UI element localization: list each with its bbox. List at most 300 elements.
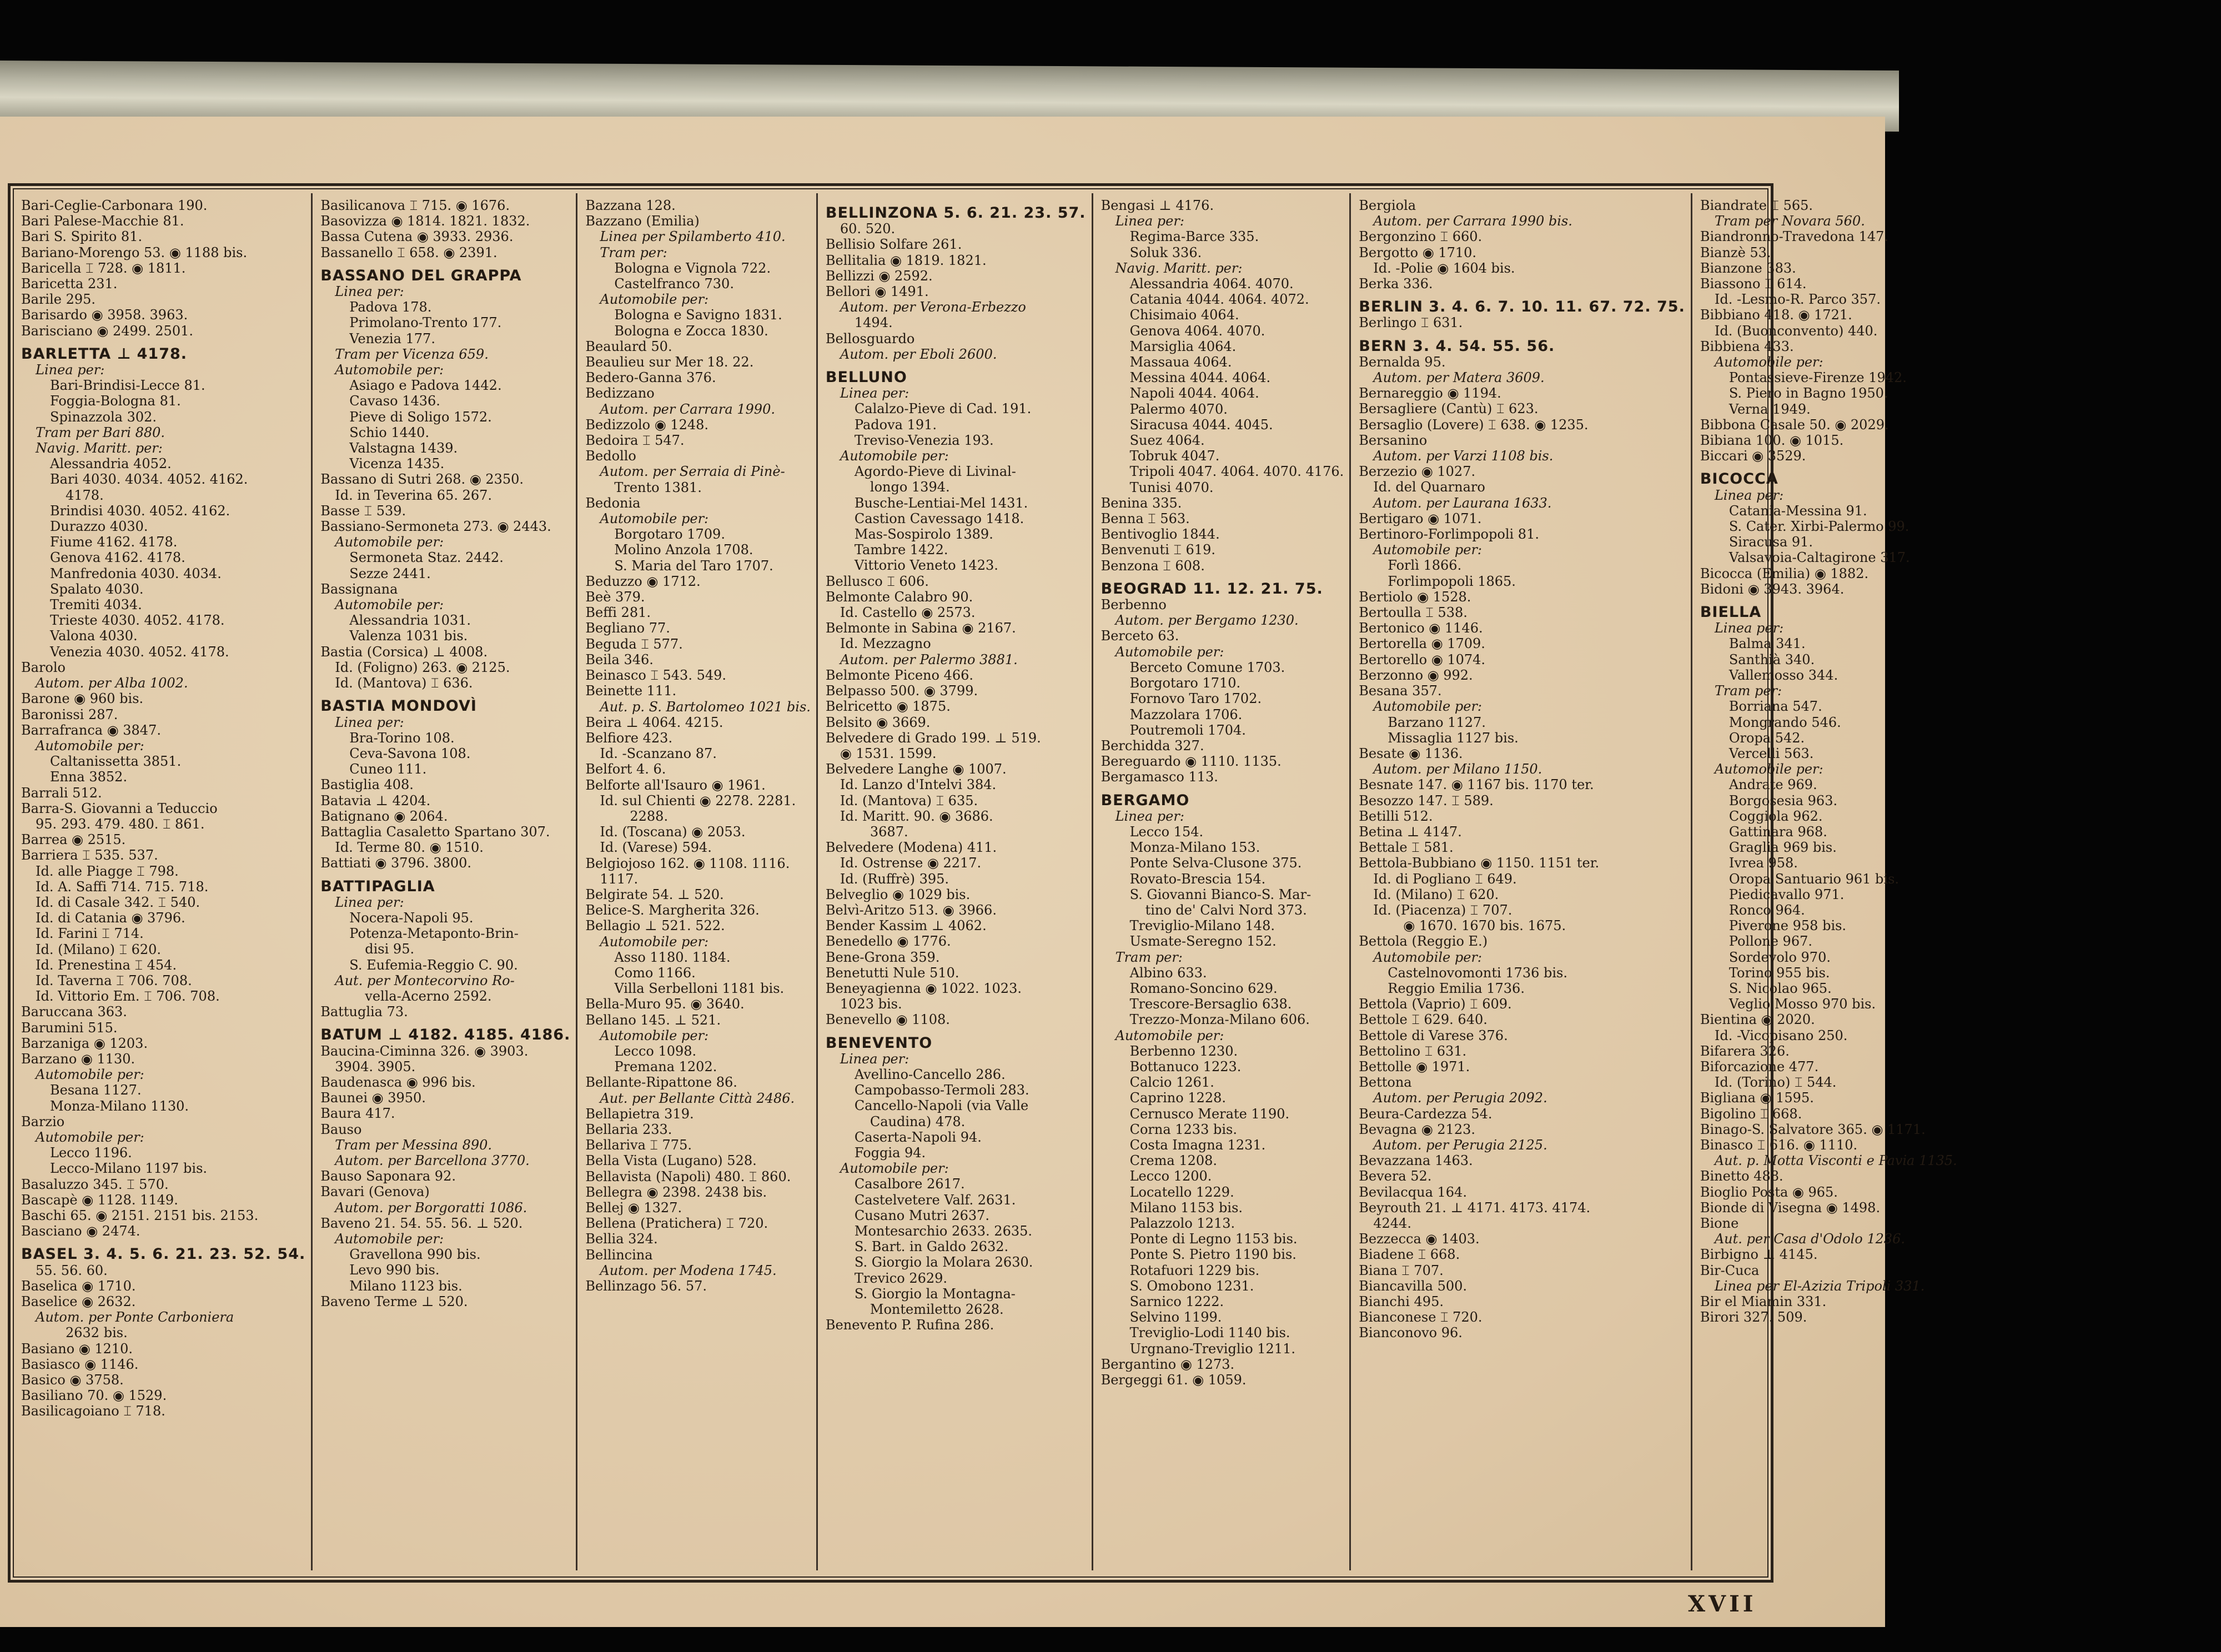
index-entry: Barone ◉ 960 bis. bbox=[21, 691, 144, 707]
index-entry: Beinette 111. bbox=[585, 683, 677, 699]
index-entry: Linea per: bbox=[1714, 620, 1784, 636]
index-entry: Barolo bbox=[21, 659, 66, 675]
index-entry: Linea per: bbox=[840, 385, 909, 401]
index-entry: Bernalda 95. bbox=[1359, 354, 1446, 370]
index-entry: Andrate 969. bbox=[1728, 777, 1817, 793]
index-entry: Bentivoglio 1844. bbox=[1101, 526, 1220, 543]
index-entry: Durazzo 4030. bbox=[50, 519, 148, 535]
index-entry: Bicocca (Emilia) ◉ 1882. bbox=[1700, 565, 1869, 581]
index-entry: Bari-Ceglie-Carbonara 190. bbox=[21, 198, 208, 213]
index-entry: Bioglio Posta ◉ 965. bbox=[1700, 1184, 1838, 1200]
index-entry: Id. (Toscana) ◉ 2053. bbox=[600, 824, 746, 840]
index-entry: Borgosesia 963. bbox=[1728, 792, 1838, 809]
index-entry: Tram per Novara 560. bbox=[1714, 213, 1865, 229]
index-entry: S. Nicolao 965. bbox=[1728, 980, 1832, 996]
index-entry: Castelfranco 730. bbox=[614, 276, 734, 292]
index-entry: Milano 1153 bis. bbox=[1129, 1199, 1243, 1216]
index-entry: Bellitalia ◉ 1819. 1821. bbox=[825, 252, 987, 268]
index-entry: Padova 191. bbox=[854, 416, 937, 433]
index-entry: Benevello ◉ 1108. bbox=[825, 1012, 950, 1028]
index-entry: Milano 1123 bis. bbox=[349, 1278, 463, 1294]
index-entry: Linea per: bbox=[840, 1051, 909, 1067]
index-entry: Aut. per Casa d'Odolo 1236. bbox=[1714, 1231, 1906, 1247]
index-entry: Valona 4030. bbox=[50, 628, 138, 644]
index-entry: Bertoulla ⌶ 538. bbox=[1359, 605, 1468, 621]
index-entry: Rotafuori 1229 bis. bbox=[1129, 1262, 1260, 1278]
index-entry: Besana 1127. bbox=[50, 1082, 142, 1098]
index-column-2 bbox=[313, 193, 577, 1570]
index-entry: Basilicagoiano ⌶ 718. bbox=[21, 1403, 165, 1419]
index-entry: Treviso-Venezia 193. bbox=[854, 432, 994, 448]
index-entry: Ivrea 958. bbox=[1728, 855, 1798, 871]
index-entry: Id. Ostrense ◉ 2217. bbox=[840, 855, 982, 871]
index-entry: Bibbiena 433. bbox=[1700, 338, 1794, 354]
index-entry: Beduzzo ◉ 1712. bbox=[585, 573, 701, 589]
section-heading: BELLINZONA 5. 6. 21. 23. 57. bbox=[825, 204, 1086, 222]
index-entry: Bassa Cutena ◉ 3933. 2936. bbox=[320, 229, 514, 245]
index-entry: Bassano di Sutri 268. ◉ 2350. bbox=[320, 471, 524, 488]
section-heading: BIELLA bbox=[1700, 604, 1762, 621]
index-entry: Id. (Foligno) 263. ◉ 2125. bbox=[335, 659, 510, 675]
index-entry: Brindisi 4030. 4052. 4162. bbox=[50, 503, 230, 519]
index-entry: Bottanuco 1223. bbox=[1129, 1058, 1242, 1074]
index-entry: Bifarera 326. bbox=[1700, 1043, 1790, 1059]
index-entry: S. Omobono 1231. bbox=[1129, 1278, 1254, 1294]
index-entry: Treviglio-Lodi 1140 bis. bbox=[1129, 1325, 1290, 1341]
index-entry: Autom. per Verona-Erbezzo bbox=[840, 299, 1026, 315]
index-entry: Bettale ⌶ 581. bbox=[1359, 840, 1454, 856]
index-entry: Bettola (Vaprio) ⌶ 609. bbox=[1359, 996, 1512, 1012]
index-entry: Caudina) 478. bbox=[870, 1113, 966, 1129]
index-entry: Belforte all'Isauro ◉ 1961. bbox=[585, 777, 766, 793]
index-entry: Id. (Milano) ⌶ 620. bbox=[1373, 886, 1499, 902]
index-entry: Linea per: bbox=[1714, 487, 1784, 503]
index-entry: Basciano ◉ 2474. bbox=[21, 1223, 140, 1239]
index-entry: Ponte S. Pietro 1190 bis. bbox=[1129, 1247, 1297, 1263]
index-entry: Bassiano-Sermoneta 273. ◉ 2443. bbox=[320, 519, 551, 535]
index-entry: Bellariva ⌶ 775. bbox=[585, 1137, 692, 1153]
index-entry: Bedizzano bbox=[585, 385, 655, 401]
index-entry: Id. Lanzo d'Intelvi 384. bbox=[840, 777, 997, 793]
section-heading: BASSANO DEL GRAPPA bbox=[320, 267, 522, 284]
index-entry: Alessandria 4052. bbox=[50, 456, 172, 472]
index-entry: Autom. per Laurana 1633. bbox=[1373, 495, 1552, 511]
index-entry: Linea per Spilamberto 410. bbox=[600, 229, 786, 245]
index-entry: Mongrando 546. bbox=[1728, 714, 1841, 730]
index-entry: Siracusa 91. bbox=[1728, 534, 1813, 550]
index-entry: Borgotaro 1710. bbox=[1129, 675, 1241, 691]
index-entry: Bassignana bbox=[320, 581, 398, 597]
index-entry: Costa Imagna 1231. bbox=[1129, 1137, 1266, 1153]
index-entry: Sordevolo 970. bbox=[1728, 949, 1831, 965]
index-entry: Autom. per Carrara 1990 bis. bbox=[1373, 213, 1572, 229]
index-entry: Id. Taverna ⌶ 706. 708. bbox=[36, 972, 192, 988]
index-entry: Autom. per Carrara 1990. bbox=[600, 401, 775, 417]
index-entry: Mas-Sospirolo 1389. bbox=[854, 526, 993, 543]
index-entry: Spalato 4030. bbox=[50, 581, 144, 597]
index-entry: Premana 1202. bbox=[614, 1059, 717, 1075]
index-entry: Bengasi ⊥ 4176. bbox=[1101, 198, 1214, 213]
index-entry: Belice-S. Margherita 326. bbox=[585, 902, 760, 918]
index-entry: Biforcazione 477. bbox=[1700, 1058, 1819, 1074]
index-entry: S. Piero in Bagno 1950. bbox=[1728, 385, 1888, 401]
index-entry: S. Giorgio la Montagna- bbox=[854, 1286, 1016, 1302]
index-entry: Bari S. Spirito 81. bbox=[21, 229, 143, 245]
index-entry: Automobile per: bbox=[1373, 542, 1483, 558]
index-entry: Automobile per: bbox=[36, 1067, 144, 1083]
index-entry: Bologna e Vignola 722. bbox=[614, 260, 771, 276]
index-entry: Id. (Varese) 594. bbox=[600, 840, 712, 856]
index-entry: Automobile per: bbox=[840, 1161, 949, 1177]
index-entry: Vallemosso 344. bbox=[1728, 667, 1838, 683]
index-entry: Battiati ◉ 3796. 3800. bbox=[320, 855, 472, 871]
index-entry: Baricetta 231. bbox=[21, 276, 118, 292]
index-entry: Benevento P. Rufina 286. bbox=[825, 1317, 994, 1333]
index-entry: Autom. per Modena 1745. bbox=[600, 1262, 777, 1278]
index-entry: 4178. bbox=[66, 487, 104, 503]
index-entry: Monza-Milano 153. bbox=[1129, 840, 1260, 856]
index-entry: Palermo 4070. bbox=[1129, 401, 1228, 417]
index-entry: Chisimaio 4064. bbox=[1129, 307, 1239, 323]
index-entry: Valsavoia-Caltagirone 317. bbox=[1728, 550, 1910, 566]
index-entry: Trezzo-Monza-Milano 606. bbox=[1129, 1012, 1310, 1028]
section-heading: BASTIA MONDOVÌ bbox=[320, 697, 477, 715]
index-entry: Bertonico ◉ 1146. bbox=[1359, 620, 1483, 636]
index-entry: longo 1394. bbox=[870, 479, 950, 495]
index-entry: Id. sul Chienti ◉ 2278. 2281. bbox=[600, 792, 796, 809]
index-entry: Baselice ◉ 2632. bbox=[21, 1294, 136, 1310]
index-entry: Missaglia 1127 bis. bbox=[1388, 730, 1519, 746]
index-entry: Bellinzago 56. 57. bbox=[585, 1278, 707, 1294]
index-entry: Bereguardo ◉ 1110. 1135. bbox=[1101, 754, 1282, 770]
index-entry: Id. (Milano) ⌶ 620. bbox=[36, 941, 162, 957]
index-entry: Id. di Catania ◉ 3796. bbox=[36, 910, 185, 926]
index-entry: Berzonno ◉ 992. bbox=[1359, 667, 1473, 683]
index-entry: Tram per Bari 880. bbox=[36, 424, 165, 440]
index-entry: Basovizza ◉ 1814. 1821. 1832. bbox=[320, 213, 530, 229]
index-entry: Lecco 1200. bbox=[1129, 1168, 1212, 1184]
index-entry: Id. in Teverina 65. 267. bbox=[335, 487, 493, 503]
index-entry: Rovato-Brescia 154. bbox=[1129, 871, 1266, 887]
index-entry: Bedero-Ganna 376. bbox=[585, 370, 716, 386]
index-entry: Baunei ◉ 3950. bbox=[320, 1090, 426, 1106]
index-entry: Caserta-Napoli 94. bbox=[854, 1129, 982, 1145]
index-entry: Basico ◉ 3758. bbox=[21, 1372, 124, 1388]
index-entry: Ceva-Savona 108. bbox=[349, 745, 471, 761]
index-entry: Bella-Muro 95. ◉ 3640. bbox=[585, 996, 745, 1012]
index-entry: Basilicanova ⌶ 715. ◉ 1676. bbox=[320, 198, 510, 213]
index-entry: Biandrate ⌶ 565. bbox=[1700, 198, 1813, 213]
index-entry: Bellegra ◉ 2398. 2438 bis. bbox=[585, 1184, 767, 1200]
index-entry: Barra-S. Giovanni a Teduccio bbox=[21, 800, 218, 816]
index-entry: Bettolle ◉ 1971. bbox=[1359, 1058, 1470, 1074]
index-entry: Basiasco ◉ 1146. bbox=[21, 1356, 139, 1372]
index-entry: Bellavista (Napoli) 480. ⌶ 860. bbox=[585, 1168, 791, 1184]
index-entry: Bologna e Savigno 1831. bbox=[614, 307, 782, 323]
index-entry: Piverone 958 bis. bbox=[1728, 918, 1847, 934]
index-entry: Trieste 4030. 4052. 4178. bbox=[50, 612, 225, 629]
index-entry: Bertorello ◉ 1074. bbox=[1359, 651, 1486, 667]
index-entry: Id. Terme 80. ◉ 1510. bbox=[335, 840, 484, 856]
index-entry: Bettola-Bubbiano ◉ 1150. 1151 ter. bbox=[1359, 855, 1600, 871]
index-entry: Genova 4162. 4178. bbox=[50, 550, 185, 566]
index-entry: Bianzè 53. bbox=[1700, 244, 1771, 260]
index-entry: Usmate-Seregno 152. bbox=[1129, 933, 1277, 950]
index-entry: Baveno 21. 54. 55. 56. ⊥ 520. bbox=[320, 1215, 523, 1231]
index-entry: Bauso bbox=[320, 1121, 362, 1137]
index-entry: Vercelli 563. bbox=[1728, 745, 1814, 761]
index-entry: Crema 1208. bbox=[1129, 1153, 1218, 1169]
index-entry: Barisardo ◉ 3958. 3963. bbox=[21, 307, 188, 323]
index-entry: Casalbore 2617. bbox=[854, 1176, 965, 1192]
index-column-7 bbox=[1692, 193, 1963, 1570]
index-entry: Automobile per: bbox=[600, 292, 709, 308]
index-entry: Bascapè ◉ 1128. 1149. bbox=[21, 1192, 178, 1208]
index-entry: Binago-S. Salvatore 365. ◉ 1171. bbox=[1700, 1121, 1926, 1137]
index-entry: Automobile per: bbox=[600, 511, 709, 527]
index-entry: Urgnano-Treviglio 1211. bbox=[1129, 1340, 1295, 1357]
index-entry: Bellori ◉ 1491. bbox=[825, 284, 929, 300]
index-entry: Treviglio-Milano 148. bbox=[1129, 918, 1275, 934]
index-entry: Aut. p. Motta Visconti e Pavia 1135. bbox=[1714, 1153, 1957, 1169]
index-entry: Vittorio Veneto 1423. bbox=[854, 558, 998, 574]
index-entry: Castelnovomonti 1736 bis. bbox=[1388, 965, 1567, 981]
index-entry: Poutremoli 1704. bbox=[1129, 722, 1246, 738]
index-entry: S. Giorgio la Molara 2630. bbox=[854, 1254, 1033, 1271]
index-entry: 55. 56. 60. bbox=[36, 1262, 108, 1278]
index-entry: Id. -Polie ◉ 1604 bis. bbox=[1373, 260, 1515, 276]
index-entry: disi 95. bbox=[365, 941, 415, 957]
index-entry: Id. -Vicopisano 250. bbox=[1714, 1027, 1848, 1043]
index-entry: 1494. bbox=[854, 315, 893, 331]
index-entry: Bergeggi 61. ◉ 1059. bbox=[1101, 1372, 1247, 1388]
index-column-6 bbox=[1351, 193, 1692, 1570]
index-entry: Bevagna ◉ 2123. bbox=[1359, 1121, 1475, 1137]
index-entry: Levo 990 bis. bbox=[349, 1262, 440, 1278]
index-entry: Linea per: bbox=[335, 284, 404, 300]
index-entry: Bibiana 100. ◉ 1015. bbox=[1700, 433, 1844, 449]
index-entry: Molino Anzola 1708. bbox=[614, 542, 753, 558]
index-entry: Oropa Santuario 961 bis. bbox=[1728, 871, 1900, 887]
index-entry: Automobile per: bbox=[335, 534, 444, 550]
index-entry: Albino 633. bbox=[1129, 965, 1207, 981]
index-entry: Beneyagienna ◉ 1022. 1023. bbox=[825, 980, 1022, 996]
index-entry: Beinasco ⌶ 543. 549. bbox=[585, 667, 727, 684]
index-entry: Barrafranca ◉ 3847. bbox=[21, 722, 161, 738]
index-entry: Alessandria 1031. bbox=[349, 612, 471, 629]
index-entry: Bianconese ⌶ 720. bbox=[1359, 1309, 1483, 1325]
index-entry: Bettolino ⌶ 631. bbox=[1359, 1043, 1467, 1059]
section-heading: BERN 3. 4. 54. 55. 56. bbox=[1359, 337, 1555, 355]
index-entry: Beira ⊥ 4064. 4215. bbox=[585, 714, 723, 730]
index-entry: Bibbona Casale 50. ◉ 2029. bbox=[1700, 416, 1889, 433]
index-entry: Corna 1233 bis. bbox=[1129, 1121, 1237, 1137]
index-entry: Manfredonia 4030. 4034. bbox=[50, 565, 222, 581]
index-entry: Id. -Scanzano 87. bbox=[600, 746, 717, 762]
index-entry: Bra-Torino 108. bbox=[349, 730, 455, 746]
index-entry: Bari Palese-Macchie 81. bbox=[21, 213, 184, 229]
index-entry: Gravellona 990 bis. bbox=[349, 1247, 481, 1263]
index-entry: Autom. per Borgoratti 1086. bbox=[335, 1199, 527, 1216]
index-entry: Aut. per Montecorvino Ro- bbox=[335, 972, 515, 988]
index-entry: Bender Kassim ⊥ 4062. bbox=[825, 918, 987, 934]
index-entry: Besana 357. bbox=[1359, 683, 1442, 699]
index-entry: Graglia 969 bis. bbox=[1728, 840, 1837, 856]
index-entry: Forlì 1866. bbox=[1388, 558, 1462, 574]
index-entry: Bedoira ⌶ 547. bbox=[585, 433, 685, 449]
index-entry: 2288. bbox=[630, 808, 669, 824]
index-entry: 3904. 3905. bbox=[335, 1058, 416, 1074]
index-entry: Id. Farini ⌶ 714. bbox=[36, 926, 144, 942]
index-entry: Selvino 1199. bbox=[1129, 1309, 1222, 1325]
index-entry: Bellagio ⊥ 521. 522. bbox=[585, 918, 725, 934]
index-entry: Autom. per Alba 1002. bbox=[36, 675, 188, 691]
index-entry: Biancavilla 500. bbox=[1359, 1278, 1468, 1294]
index-entry: Biandronno-Travedona 147. bbox=[1700, 229, 1889, 245]
index-entry: Belmonte Calabro 90. bbox=[825, 589, 973, 605]
index-entry: Id. di Pogliano ⌶ 649. bbox=[1373, 871, 1517, 887]
index-entry: Montemiletto 2628. bbox=[870, 1302, 1004, 1318]
index-entry: Lecco 1098. bbox=[614, 1043, 697, 1059]
index-entry: Venezia 177. bbox=[349, 330, 435, 347]
index-entry: Id. -Lesmo-R. Parco 357. bbox=[1714, 292, 1881, 308]
index-entry: Bari-Brindisi-Lecce 81. bbox=[50, 378, 205, 394]
index-entry: Binasco ⌶ 616. ◉ 1110. bbox=[1700, 1137, 1858, 1153]
index-entry: Id. Castello ◉ 2573. bbox=[840, 605, 976, 621]
index-entry: Automobile per: bbox=[1373, 699, 1483, 715]
index-entry: Bientina ◉ 2020. bbox=[1700, 1012, 1815, 1028]
index-entry: Bione bbox=[1700, 1216, 1739, 1231]
index-entry: Linea per: bbox=[335, 714, 404, 730]
index-entry: Benetutti Nule 510. bbox=[825, 965, 959, 981]
index-entry: Bedonia bbox=[585, 495, 641, 511]
index-entry: Bionde di Visegna ◉ 1498. bbox=[1700, 1199, 1881, 1216]
index-entry: Forlimpopoli 1865. bbox=[1388, 573, 1516, 589]
index-entry: Caltanissetta 3851. bbox=[50, 754, 182, 770]
index-entry: Massaua 4064. bbox=[1129, 354, 1232, 370]
index-entry: Birori 327. 509. bbox=[1700, 1309, 1807, 1325]
section-heading: BENEVENTO bbox=[825, 1034, 933, 1052]
index-entry: Automobile per: bbox=[1714, 354, 1823, 370]
index-entry: Bettola (Reggio E.) bbox=[1359, 933, 1488, 950]
index-entry: Beffi 281. bbox=[585, 605, 651, 621]
index-entry: Bastia (Corsica) ⊥ 4008. bbox=[320, 644, 488, 660]
index-entry: Catania-Messina 91. bbox=[1728, 503, 1867, 519]
index-entry: Agordo-Pieve di Livinal- bbox=[854, 464, 1016, 480]
index-entry: Linea per El-Azizia Tripoli 331. bbox=[1714, 1278, 1925, 1294]
index-entry: Autom. per Eboli 2600. bbox=[840, 346, 997, 362]
index-entry: Basiliano 70. ◉ 1529. bbox=[21, 1388, 167, 1404]
index-entry: Barriera ⌶ 535. 537. bbox=[21, 847, 158, 863]
index-column-3 bbox=[577, 193, 818, 1570]
index-entry: Bezzecca ◉ 1403. bbox=[1359, 1231, 1480, 1247]
index-entry: Sarnico 1222. bbox=[1129, 1294, 1224, 1310]
index-entry: Baselica ◉ 1710. bbox=[21, 1278, 136, 1294]
index-entry: Pontassieve-Firenze 1942. bbox=[1728, 370, 1907, 386]
index-entry: Automobile per: bbox=[1373, 949, 1483, 965]
index-entry: Bellante-Ripattone 86. bbox=[585, 1074, 737, 1091]
index-entry: Berceto 63. bbox=[1101, 628, 1179, 644]
index-entry: Autom. per Perugia 2092. bbox=[1373, 1090, 1547, 1106]
index-entry: 1023 bis. bbox=[840, 996, 902, 1012]
index-entry: Bersanino bbox=[1359, 432, 1428, 448]
index-entry: Baura 417. bbox=[320, 1106, 395, 1122]
index-column-5 bbox=[1093, 193, 1351, 1570]
index-entry: Tobruk 4047. bbox=[1129, 448, 1220, 464]
index-entry: Autom. per Milano 1150. bbox=[1373, 761, 1542, 777]
index-entry: Regima-Barce 335. bbox=[1129, 229, 1259, 245]
index-entry: Autom. per Varzi 1108 bis. bbox=[1373, 448, 1554, 464]
index-entry: Bazzano (Emilia) bbox=[585, 213, 700, 229]
index-entry: Primolano-Trento 177. bbox=[349, 315, 502, 331]
index-entry: Trento 1381. bbox=[614, 479, 702, 495]
index-entry: Bari 4030. 4034. 4052. 4162. bbox=[50, 471, 248, 488]
index-entry: Barzaniga ◉ 1203. bbox=[21, 1035, 148, 1051]
index-entry: Bavari (Genova) bbox=[320, 1184, 430, 1200]
section-heading: BEOGRAD 11. 12. 21. 75. bbox=[1101, 580, 1323, 597]
index-entry: Bertiolo ◉ 1528. bbox=[1359, 589, 1471, 605]
index-entry: tino de' Calvi Nord 373. bbox=[1145, 902, 1307, 918]
index-entry: Beyrouth 21. ⊥ 4171. 4173. 4174. bbox=[1359, 1199, 1591, 1216]
index-entry: Berbenno bbox=[1101, 597, 1167, 613]
index-entry: Barzano 1127. bbox=[1388, 714, 1486, 730]
index-entry: Asiago e Padova 1442. bbox=[349, 378, 502, 394]
index-entry: Beaulieu sur Mer 18. 22. bbox=[585, 354, 754, 370]
index-entry: Bianchi 495. bbox=[1359, 1294, 1444, 1310]
index-entry: Benna ⌶ 563. bbox=[1101, 511, 1190, 527]
index-entry: Oropa 542. bbox=[1728, 730, 1805, 746]
index-entry: Barzio bbox=[21, 1113, 65, 1129]
index-entry: ◉ 1670. 1670 bis. 1675. bbox=[1403, 918, 1566, 934]
index-entry: Id. Prenestina ⌶ 454. bbox=[36, 957, 177, 973]
index-entry: Belgirate 54. ⊥ 520. bbox=[585, 886, 724, 902]
index-entry: Bergotto ◉ 1710. bbox=[1359, 244, 1477, 260]
index-entry: Foggia-Bologna 81. bbox=[50, 393, 181, 409]
index-entry: Biassono ⌶ 614. bbox=[1700, 276, 1807, 292]
index-entry: Spinazzola 302. bbox=[50, 409, 157, 425]
index-entry: Benvenuti ⌶ 619. bbox=[1101, 542, 1215, 558]
index-entry: Id. (Torino) ⌶ 544. bbox=[1714, 1074, 1837, 1091]
section-heading: BICOCCA bbox=[1700, 470, 1778, 488]
index-entry: Berlingo ⌶ 631. bbox=[1359, 315, 1463, 331]
index-entry: Bertinoro-Forlimpopoli 81. bbox=[1359, 526, 1539, 543]
index-entry: Binetto 488. bbox=[1700, 1168, 1783, 1184]
index-entry: Foggia 94. bbox=[854, 1144, 926, 1161]
index-entry: Bibbiano 418. ◉ 1721. bbox=[1700, 307, 1852, 323]
index-entry: Bellosguardo bbox=[825, 330, 915, 347]
index-entry: Benedello ◉ 1776. bbox=[825, 933, 951, 950]
index-entry: Tambre 1422. bbox=[854, 542, 948, 558]
index-entry: Automobile per: bbox=[36, 1129, 144, 1145]
index-entry: Bariano-Morengo 53. ◉ 1188 bis. bbox=[21, 244, 248, 260]
index-entry: vella-Acerno 2592. bbox=[365, 988, 492, 1004]
index-entry: Basiano ◉ 1210. bbox=[21, 1340, 133, 1357]
index-entry: Automobile per: bbox=[1115, 644, 1224, 660]
index-entry: Marsiglia 4064. bbox=[1129, 338, 1237, 354]
index-entry: Asso 1180. 1184. bbox=[614, 949, 731, 965]
index-entry: Bauso Saponara 92. bbox=[320, 1168, 456, 1184]
index-entry: Automobile per: bbox=[335, 1231, 444, 1247]
index-entry: Bella Vista (Lugano) 528. bbox=[585, 1153, 757, 1169]
index-entry: Id. Mezzagno bbox=[840, 636, 931, 652]
index-entry: Id. A. Saffi 714. 715. 718. bbox=[36, 878, 209, 895]
index-entry: Bazzana 128. bbox=[585, 198, 676, 213]
index-entry: Bersaglio (Lovere) ⌶ 638. ◉ 1235. bbox=[1359, 416, 1589, 433]
index-entry: Lecco-Milano 1197 bis. bbox=[50, 1161, 208, 1177]
index-entry: Belmonte in Sabina ◉ 2167. bbox=[825, 620, 1016, 636]
index-entry: Benina 335. bbox=[1101, 495, 1182, 511]
section-heading: BATUM ⊥ 4182. 4185. 4186. bbox=[320, 1026, 571, 1044]
